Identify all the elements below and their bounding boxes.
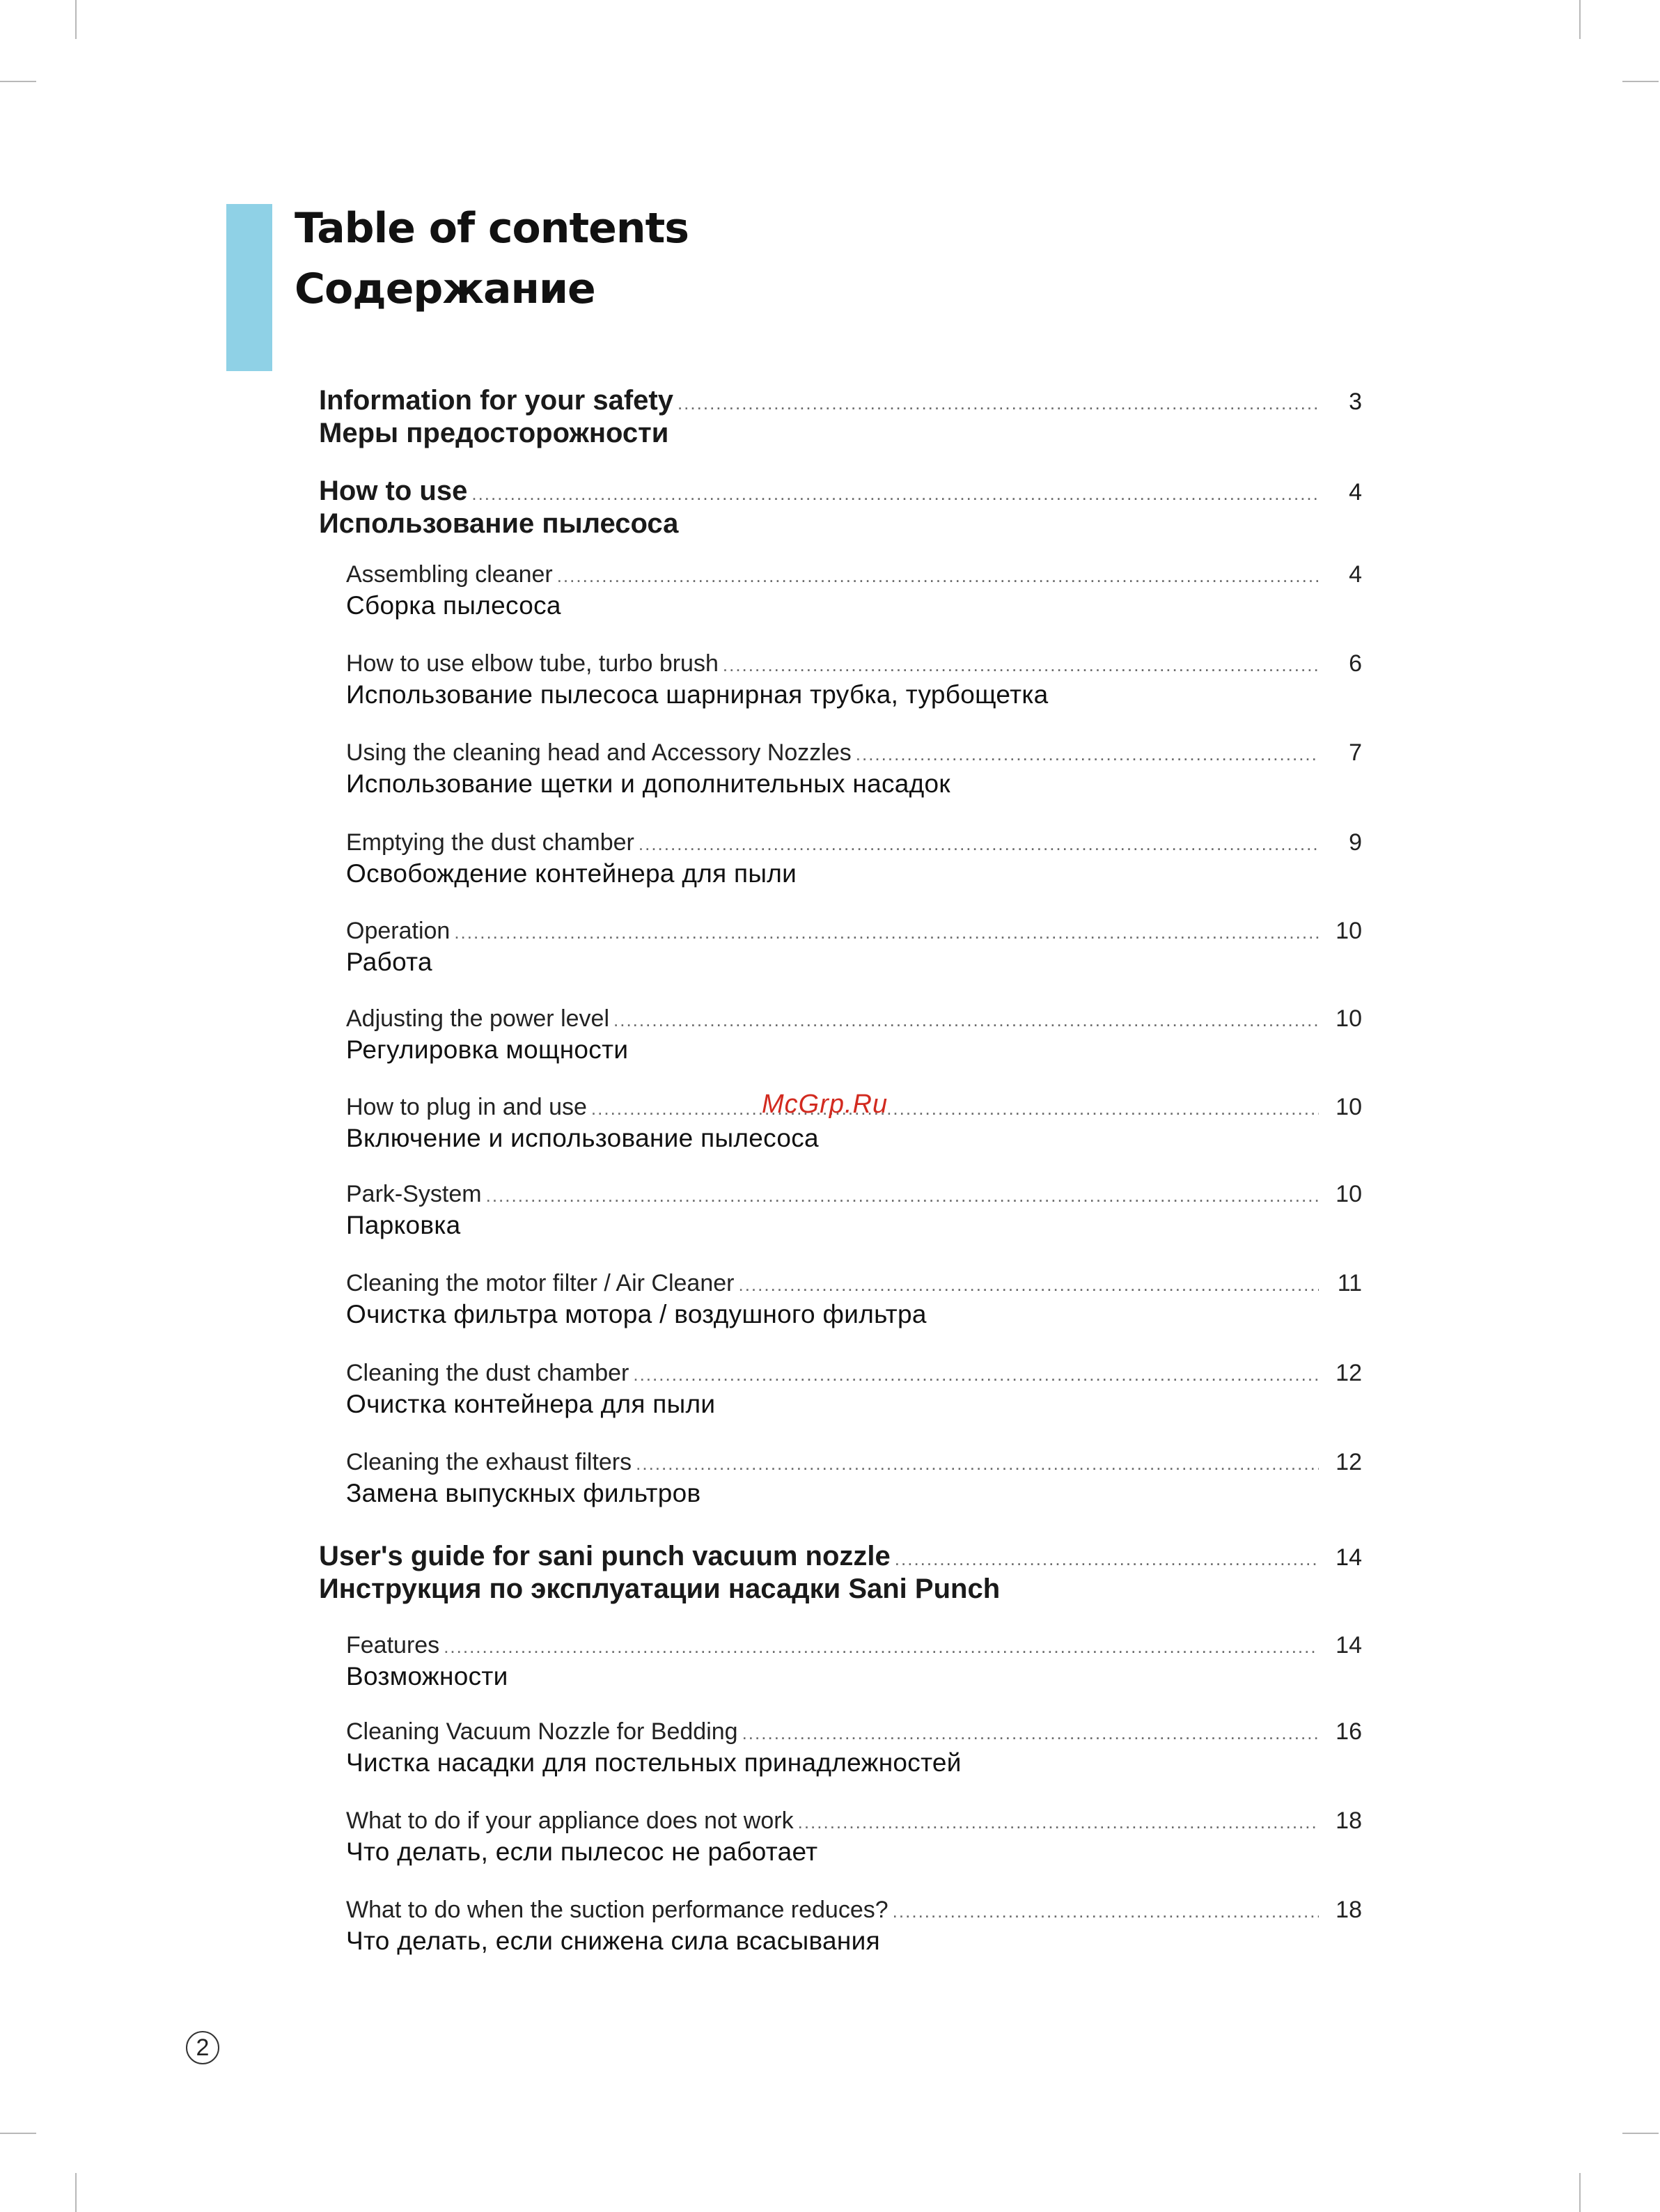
toc-entry-title-ru: Парковка: [346, 1211, 461, 1239]
crop-mark: [1579, 0, 1581, 39]
crop-mark: [75, 0, 77, 39]
toc-leader-dots: [893, 1901, 1319, 1922]
toc-entry-title-ru: Использование пылесоса шарнирная трубка, турбощетка: [346, 680, 1049, 709]
toc-entry-title-ru: Что делать, если пылесос не работает: [346, 1837, 818, 1866]
toc-leader-dots: [471, 483, 1319, 505]
toc-entry-line: [346, 1181, 1362, 1208]
page-title-en: Table of contents: [295, 204, 689, 253]
toc-entry[interactable]: [346, 1005, 1362, 1065]
watermark: McGrp.Ru: [762, 1090, 888, 1119]
toc-leader-dots: [613, 1010, 1319, 1031]
toc-entry-title-en: User's guide for sani punch vacuum nozzle: [319, 1541, 891, 1571]
toc-entry-title-en: Assembling cleaner: [346, 561, 553, 588]
toc-entry[interactable]: [346, 1632, 1362, 1691]
crop-mark: [0, 81, 36, 82]
toc-entry-title-ru: Инструкция по эксплуатации насадки Sani Punch: [319, 1574, 1001, 1604]
toc-entry[interactable]: [346, 739, 1362, 799]
toc-page-number: 16: [1336, 1718, 1362, 1745]
toc-entry-title-ru: Включение и использование пылесоса: [346, 1124, 819, 1152]
toc-page-number: 11: [1337, 1270, 1362, 1296]
toc-leader-dots: [723, 654, 1319, 676]
toc-entry-line: [346, 1897, 1362, 1924]
toc-entry[interactable]: [346, 650, 1362, 709]
toc-entry[interactable]: [346, 918, 1362, 977]
crop-mark: [75, 2173, 77, 2212]
toc-entry-line: [346, 918, 1362, 945]
toc-entry[interactable]: [346, 829, 1362, 888]
toc-leader-dots: [636, 1453, 1319, 1475]
toc-entry[interactable]: [319, 385, 1362, 449]
toc-page-number: 12: [1336, 1449, 1362, 1475]
toc-leader-dots: [895, 1548, 1319, 1570]
toc-page-number: 9: [1349, 829, 1362, 856]
toc-entry[interactable]: [346, 1449, 1362, 1508]
toc-entry[interactable]: [346, 1807, 1362, 1867]
crop-mark: [1622, 81, 1659, 82]
toc-entry-title-en: Cleaning Vacuum Nozzle for Bedding: [346, 1718, 738, 1745]
toc-entry-title-en: How to use: [319, 476, 468, 506]
toc-page-number: 7: [1349, 739, 1362, 766]
toc-page-number: 14: [1336, 1544, 1362, 1571]
toc-entry-title-en: Features: [346, 1632, 440, 1658]
toc-entry-title-en: Cleaning the dust chamber: [346, 1360, 629, 1386]
toc-entry-line: [346, 1632, 1362, 1659]
toc-entry-line: [346, 1005, 1362, 1033]
toc-entry-line: [319, 385, 1362, 416]
toc-page-number: 14: [1336, 1632, 1362, 1658]
toc-entry-line: [346, 561, 1362, 588]
toc-entry-title-en: Information for your safety: [319, 385, 673, 416]
title-accent-bar: [226, 204, 272, 371]
toc-entry-line: [346, 829, 1362, 856]
toc-entry-line: [346, 1449, 1362, 1476]
toc-leader-dots: [633, 1364, 1319, 1386]
toc-entry[interactable]: [319, 1541, 1362, 1605]
toc-leader-dots: [557, 565, 1319, 587]
page-number: 2: [186, 2031, 219, 2064]
toc-page-number: 3: [1349, 389, 1362, 415]
toc-entry-title-ru: Освобождение контейнера для пыли: [346, 859, 797, 888]
toc-entry-title-en: How to plug in and use: [346, 1094, 587, 1120]
crop-mark: [1622, 2133, 1659, 2134]
toc-entry-title-en: Emptying the dust chamber: [346, 829, 634, 856]
toc-leader-dots: [639, 833, 1319, 855]
toc-entry-title-ru: Чистка насадки для постельных принадлежностей: [346, 1748, 962, 1777]
toc-entry-line: [319, 476, 1362, 507]
toc-entry-line: [346, 1718, 1362, 1746]
toc-page-number: 18: [1336, 1897, 1362, 1923]
toc-entry-title-en: Cleaning the motor filter / Air Cleaner: [346, 1270, 735, 1296]
toc-entry-title-ru: Возможности: [346, 1662, 508, 1691]
toc-entry-title-ru: Сборка пылесоса: [346, 591, 561, 620]
page-title-ru: Содержание: [295, 265, 595, 313]
toc-page-number: 12: [1336, 1360, 1362, 1386]
toc-entry-title-en: What to do if your appliance does not work: [346, 1807, 794, 1834]
toc-entry-line: [346, 1807, 1362, 1835]
toc-leader-dots: [678, 393, 1319, 414]
toc-page-number: 4: [1349, 479, 1362, 505]
toc-entry[interactable]: [346, 1181, 1362, 1240]
toc-leader-dots: [798, 1812, 1319, 1833]
toc-entry-title-en: What to do when the suction performance reduces?: [346, 1897, 888, 1923]
toc-entry-title-ru: Регулировка мощности: [346, 1035, 629, 1064]
toc-entry-title-ru: Что делать, если снижена сила всасывания: [346, 1927, 880, 1955]
toc-entry-line: [346, 1360, 1362, 1387]
toc-leader-dots: [856, 744, 1319, 765]
toc-entry[interactable]: [346, 1718, 1362, 1778]
toc-leader-dots: [454, 922, 1319, 943]
toc-leader-dots: [738, 1274, 1319, 1296]
toc-entry[interactable]: [346, 1897, 1362, 1956]
toc-leader-dots: [486, 1185, 1319, 1207]
toc-leader-dots: [591, 1098, 1319, 1120]
toc-entry-title-ru: Использование щетки и дополнительных насадок: [346, 769, 950, 798]
toc-page-number: 10: [1336, 918, 1362, 944]
toc-page-number: 6: [1349, 650, 1362, 677]
toc-entry-title-ru: Работа: [346, 948, 432, 976]
toc-entry-line: [346, 739, 1362, 767]
toc-entry-title-ru: Меры предосторожности: [319, 418, 669, 448]
toc-entry-line: [319, 1541, 1362, 1572]
toc-entry-title-ru: Замена выпускных фильтров: [346, 1479, 701, 1507]
toc-entry[interactable]: [346, 561, 1362, 620]
toc-page-number: 10: [1336, 1094, 1362, 1120]
toc-entry-title-en: Cleaning the exhaust filters: [346, 1449, 632, 1475]
crop-mark: [1579, 2173, 1581, 2212]
toc-entry[interactable]: [346, 1270, 1362, 1329]
toc-leader-dots: [742, 1723, 1319, 1744]
toc-page-number: 18: [1336, 1807, 1362, 1834]
toc-entry[interactable]: [319, 476, 1362, 540]
crop-mark: [0, 2133, 36, 2134]
toc-entry-line: [346, 1270, 1362, 1297]
toc-entry-title-ru: Очистка контейнера для пыли: [346, 1390, 716, 1418]
toc-entry-title-ru: Очистка фильтра мотора / воздушного фильтра: [346, 1300, 927, 1328]
toc-leader-dots: [444, 1636, 1319, 1658]
toc-page-number: 10: [1336, 1005, 1362, 1032]
toc-page-number: 4: [1349, 561, 1362, 588]
toc-entry-title-en: Adjusting the power level: [346, 1005, 610, 1032]
toc-entry-title-en: Using the cleaning head and Accessory Nozzles: [346, 739, 852, 766]
toc-entry-title-en: How to use elbow tube, turbo brush: [346, 650, 719, 677]
toc-entry-line: [346, 650, 1362, 677]
toc-entry-title-en: Park-System: [346, 1181, 482, 1207]
toc-entry[interactable]: [346, 1360, 1362, 1419]
toc-entry-title-en: Operation: [346, 918, 451, 944]
toc-entry-title-ru: Использование пылесоса: [319, 508, 679, 539]
toc-page-number: 10: [1336, 1181, 1362, 1207]
